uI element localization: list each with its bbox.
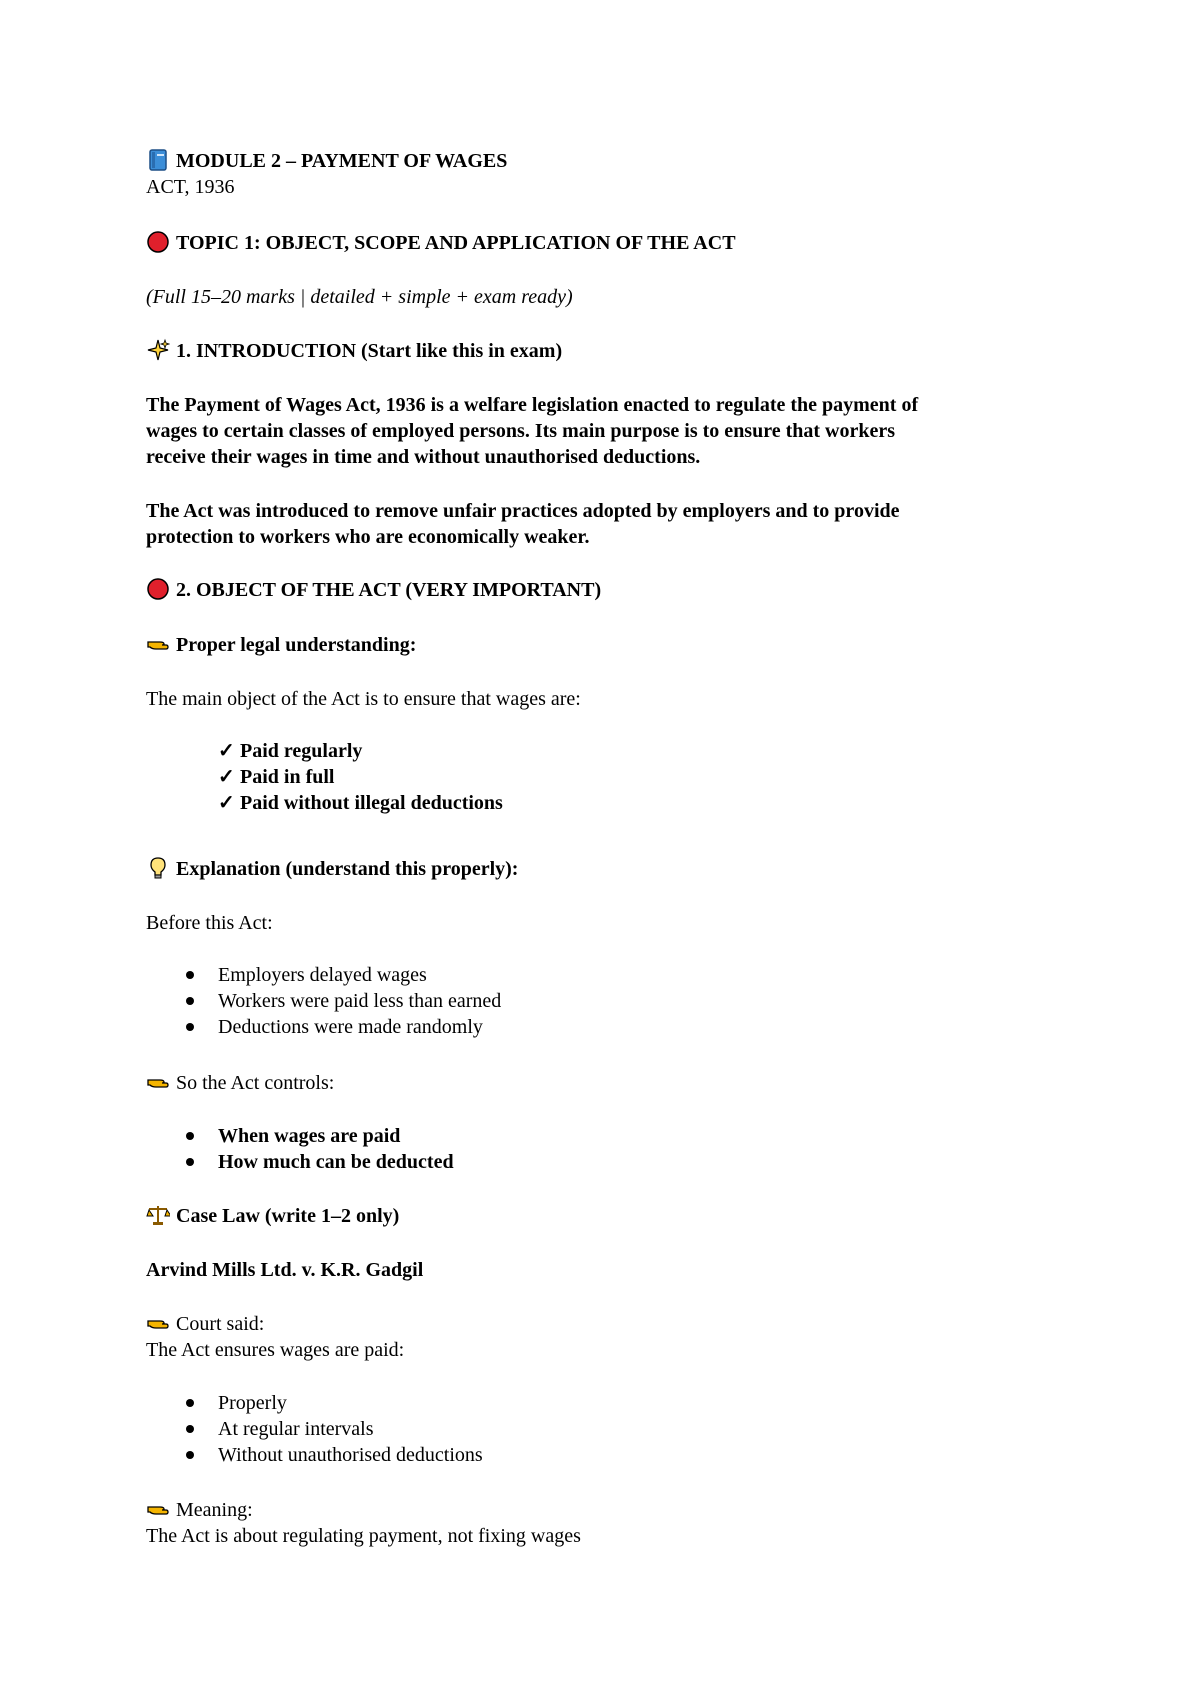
check-item: ✓ Paid in full [218,766,335,788]
intro-p1-line1: The Payment of Wages Act, 1936 is a welfare legislation enacted to regulate the payment of [146,394,919,416]
module-title-line1: MODULE 2 – PAYMENT OF WAGES [176,150,508,172]
intro-paragraph-1 [146,392,1076,470]
intro-p1-line3: receive their wages in time and without unauthorised deductions. [146,446,701,468]
marks-note: (Full 15–20 marks | detailed + simple + exam ready) [146,286,573,308]
before-list [146,962,1076,1040]
legal-heading [146,632,1076,658]
case-law-heading [146,1203,1076,1229]
intro-heading [146,338,1076,364]
meaning-text: The Act is about regulating payment, not fixing wages [146,1525,581,1547]
check-item: ✓ Paid without illegal deductions [218,792,503,814]
object-heading-text: 2. OBJECT OF THE ACT (VERY IMPORTANT) [176,579,602,601]
controls-list [146,1123,1076,1175]
list-item: Properly [146,1390,1076,1416]
list-item: How much can be deducted [146,1149,1076,1175]
book-icon [146,148,170,172]
list-item: Without unauthorised deductions [146,1442,1076,1468]
sparkle-icon [146,338,170,362]
pointing-hand-icon [146,1070,170,1094]
object-checklist [146,738,1076,816]
case-name: Arvind Mills Ltd. v. K.R. Gadgil [146,1259,424,1281]
legal-heading-text: Proper legal understanding: [176,634,417,656]
controls-heading-text: So the Act controls: [176,1072,335,1094]
court-text: The Act ensures wages are paid: [146,1339,405,1361]
meaning-heading-text: Meaning: [176,1499,253,1521]
list-item: When wages are paid [146,1123,1076,1149]
intro-p2-line2: protection to workers who are economically weaker. [146,526,590,548]
topic-heading-text: TOPIC 1: OBJECT, SCOPE AND APPLICATION OF THE ACT [176,232,736,254]
before-act-text: Before this Act: [146,912,273,934]
light-bulb-icon [146,856,170,880]
pointing-hand-icon [146,632,170,656]
case-law-heading-text: Case Law (write 1–2 only) [176,1205,400,1227]
intro-heading-text: 1. INTRODUCTION (Start like this in exam) [176,340,563,362]
explanation-heading-text: Explanation (understand this properly): [176,858,519,880]
court-heading-text: Court said: [176,1313,265,1335]
scales-icon [146,1203,170,1227]
check-mark-icon: ✓ [218,766,235,788]
list-item: At regular intervals [146,1416,1076,1442]
pointing-hand-icon [146,1311,170,1335]
pointing-hand-icon [146,1497,170,1521]
list-item: Workers were paid less than earned [146,988,1076,1014]
main-object-text: The main object of the Act is to ensure that wages are: [146,688,581,710]
list-item: Deductions were made randomly [146,1014,1076,1040]
court-heading [146,1311,1076,1337]
module-title-line2: ACT, 1936 [146,176,235,198]
check-mark-icon: ✓ [218,792,235,814]
intro-p2-line1: The Act was introduced to remove unfair practices adopted by employers and to provide [146,500,900,522]
meaning-heading [146,1497,1076,1523]
list-item: Employers delayed wages [146,962,1076,988]
object-heading [146,577,1076,603]
controls-heading [146,1070,1076,1096]
red-circle-icon [146,577,170,601]
check-mark-icon: ✓ [218,740,235,762]
module-title [146,148,1076,174]
explanation-heading [146,856,1076,882]
court-list [146,1390,1076,1468]
red-circle-icon [146,230,170,254]
topic-heading [146,230,1076,256]
check-item: ✓ Paid regularly [218,740,363,762]
intro-p1-line2: wages to certain classes of employed persons. Its main purpose is to ensure that workers [146,420,896,442]
intro-paragraph-2 [146,498,1076,550]
